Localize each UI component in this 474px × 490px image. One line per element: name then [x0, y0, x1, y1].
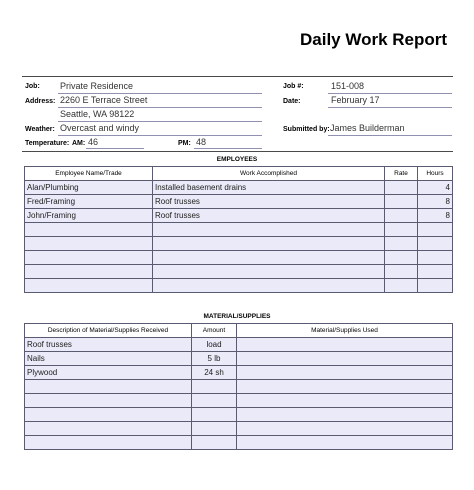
job-info-block — [22, 76, 453, 152]
divider — [328, 93, 452, 94]
table-cell[interactable] — [385, 209, 418, 223]
column-header: Rate — [385, 167, 418, 181]
table-cell[interactable] — [192, 408, 237, 422]
table-cell[interactable]: Plywood — [25, 366, 192, 380]
table-cell[interactable]: Nails — [25, 352, 192, 366]
table-cell[interactable] — [153, 279, 385, 293]
table-cell[interactable]: 8 — [418, 209, 453, 223]
table-cell[interactable] — [192, 380, 237, 394]
job-label: Job: — [25, 83, 40, 90]
submitted-by-label: Submitted by: — [283, 126, 330, 133]
table-cell[interactable] — [385, 181, 418, 195]
job-value[interactable]: Private Residence — [60, 81, 134, 91]
table-cell[interactable] — [25, 237, 153, 251]
table-row — [25, 195, 453, 209]
table-cell[interactable]: Alan/Plumbing — [25, 181, 153, 195]
table-cell[interactable]: load — [192, 338, 237, 352]
table-cell[interactable] — [25, 436, 192, 450]
date-label: Date: — [283, 98, 301, 105]
weather-value[interactable]: Overcast and windy — [60, 123, 140, 133]
table-cell[interactable] — [418, 223, 453, 237]
table-cell[interactable] — [192, 422, 237, 436]
job-number-value[interactable]: 151-008 — [331, 81, 365, 91]
table-row — [25, 265, 453, 279]
pm-label: PM: — [178, 140, 191, 147]
table-row — [25, 408, 453, 422]
table-cell[interactable] — [385, 237, 418, 251]
table-cell[interactable] — [237, 380, 453, 394]
table-cell[interactable] — [237, 394, 453, 408]
divider — [328, 107, 452, 108]
table-row — [25, 352, 453, 366]
table-cell[interactable]: 8 — [418, 195, 453, 209]
divider — [58, 135, 262, 136]
table-cell[interactable]: 24 sh — [192, 366, 237, 380]
table-cell[interactable] — [25, 251, 153, 265]
table-row — [25, 366, 453, 380]
table-cell[interactable] — [153, 251, 385, 265]
table-row — [25, 209, 453, 223]
table-cell[interactable]: Roof trusses — [153, 209, 385, 223]
table-cell[interactable]: 4 — [418, 181, 453, 195]
table-row — [25, 422, 453, 436]
table-row — [25, 279, 453, 293]
column-header: Hours — [418, 167, 453, 181]
am-label: AM: — [72, 140, 86, 147]
table-row — [25, 394, 453, 408]
table-cell[interactable] — [153, 265, 385, 279]
submitted-by-value[interactable]: James Builderman — [330, 123, 405, 133]
table-cell[interactable] — [25, 408, 192, 422]
divider — [58, 93, 262, 94]
table-row — [25, 338, 453, 352]
table-cell[interactable] — [25, 380, 192, 394]
column-header: Employee Name/Trade — [25, 167, 153, 181]
table-cell[interactable] — [418, 237, 453, 251]
table-cell[interactable] — [418, 251, 453, 265]
address-line2[interactable]: Seattle, WA 98122 — [60, 109, 135, 119]
divider — [58, 121, 262, 122]
am-value[interactable]: 46 — [88, 137, 99, 147]
table-cell[interactable]: Fred/Framing — [25, 195, 153, 209]
table-cell[interactable]: 5 lb — [192, 352, 237, 366]
table-cell[interactable] — [192, 394, 237, 408]
column-header: Work Accomplished — [153, 167, 385, 181]
table-cell[interactable] — [237, 436, 453, 450]
table-cell[interactable] — [237, 352, 453, 366]
table-cell[interactable] — [237, 422, 453, 436]
table-cell[interactable] — [418, 279, 453, 293]
employees-section-title: EMPLOYEES — [216, 156, 258, 163]
column-header: Amount — [192, 324, 237, 338]
employees-table — [24, 166, 453, 293]
table-cell[interactable] — [25, 394, 192, 408]
materials-section-title: MATERIAL/SUPPLIES — [203, 313, 271, 320]
table-cell[interactable] — [237, 366, 453, 380]
divider — [58, 107, 262, 108]
divider — [86, 148, 144, 149]
table-cell[interactable] — [385, 279, 418, 293]
table-cell[interactable] — [385, 251, 418, 265]
table-cell[interactable] — [385, 223, 418, 237]
table-cell[interactable] — [25, 265, 153, 279]
address-line1[interactable]: 2260 E Terrace Street — [60, 95, 148, 105]
table-cell[interactable] — [25, 279, 153, 293]
table-cell[interactable] — [385, 195, 418, 209]
temperature-label: Temperature: — [25, 140, 70, 147]
table-row — [25, 181, 453, 195]
table-cell[interactable]: Roof trusses — [153, 195, 385, 209]
table-cell[interactable] — [25, 223, 153, 237]
weather-label: Weather: — [25, 126, 55, 133]
pm-value[interactable]: 48 — [196, 137, 207, 147]
column-header: Description of Material/Supplies Received — [25, 324, 192, 338]
column-header: Material/Supplies Used — [237, 324, 453, 338]
table-row — [25, 380, 453, 394]
table-cell[interactable] — [418, 265, 453, 279]
table-row — [25, 251, 453, 265]
table-row — [25, 223, 453, 237]
table-cell[interactable] — [153, 223, 385, 237]
table-cell[interactable] — [237, 338, 453, 352]
table-row — [25, 436, 453, 450]
table-row — [25, 237, 453, 251]
address-label: Address: — [25, 98, 56, 105]
table-cell[interactable] — [25, 422, 192, 436]
table-cell[interactable] — [385, 265, 418, 279]
page-title: Daily Work Report — [300, 30, 448, 49]
date-value[interactable]: February 17 — [331, 95, 380, 105]
divider — [194, 148, 262, 149]
job-number-label: Job #: — [283, 83, 304, 90]
table-cell[interactable]: John/Framing — [25, 209, 153, 223]
table-cell[interactable] — [192, 436, 237, 450]
table-cell[interactable]: Installed basement drains — [153, 181, 385, 195]
materials-table — [24, 323, 453, 450]
divider — [328, 135, 452, 136]
table-cell[interactable] — [153, 237, 385, 251]
table-cell[interactable] — [237, 408, 453, 422]
table-cell[interactable]: Roof trusses — [25, 338, 192, 352]
